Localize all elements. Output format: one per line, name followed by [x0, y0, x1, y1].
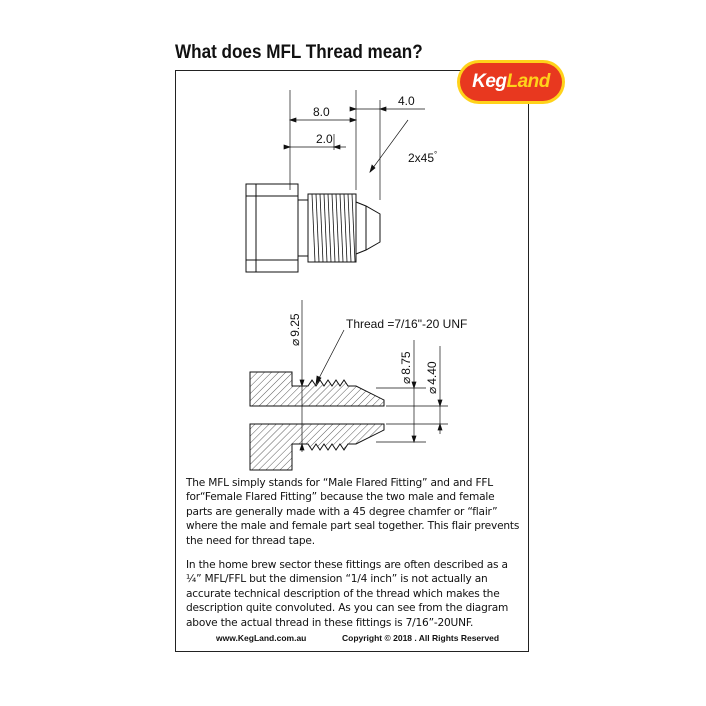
- dia-440-label: [425, 361, 439, 394]
- paragraph-mfl-definition: The MFL simply stands for “Male Flared Fitting” and and FFL for“Female Flared Fitting” because the two male and female parts are generally made with a 45 degree chamfer or “flair” where the male and female part seal together. This flair prevents the need for thread tape.: [186, 477, 520, 547]
- dia-925-value: 9.25: [288, 313, 302, 337]
- page-title: What does MFL Thread mean?: [175, 42, 423, 63]
- dia-symbol: ⌀: [425, 386, 439, 394]
- thread-ridge: [316, 194, 319, 262]
- dia-875-value: 8.75: [399, 351, 413, 375]
- section-view: [250, 372, 384, 470]
- svg-text:⌀8.75: [399, 351, 413, 384]
- thread-ridge: [328, 194, 331, 262]
- chamfer-value: 2x45: [408, 151, 435, 165]
- chamfer-label: 2x45°: [408, 150, 438, 165]
- dia-symbol: ⌀: [399, 376, 413, 384]
- thread-ridge: [324, 194, 327, 262]
- dia-440-value: 4.40: [425, 361, 439, 385]
- dim-2-label: 2.0: [316, 132, 333, 146]
- paragraph-thread-explanation: In the home brew sector these fittings are often described as a ¼” MFL/FFL but the dimension “1/4 inch” is not actually an accurate technical description of the thread which makes the description quite convoluted. As you can see from the diagram above the actual thread in these fittings is 7/16”-20UNF.: [186, 559, 509, 629]
- thread-ridge: [344, 194, 347, 262]
- side-view: [246, 184, 380, 272]
- hex-head-outline: [246, 184, 298, 272]
- thread-ridge: [352, 194, 355, 262]
- thread-ridge: [332, 194, 335, 262]
- dia-875-label: [399, 351, 413, 384]
- dia-symbol: ⌀: [288, 338, 302, 346]
- fitting-drawing: [176, 71, 528, 471]
- dia-925-label: [288, 313, 302, 346]
- thread-ridge: [336, 194, 339, 262]
- thread-ridge: [312, 194, 315, 262]
- dim-4-label: 4.0: [398, 94, 415, 108]
- svg-text:⌀9.25: [288, 313, 302, 346]
- footer-website: www.KegLand.com.au: [216, 633, 307, 643]
- thread-ridge: [320, 194, 323, 262]
- svg-text:⌀4.40: [425, 361, 439, 394]
- logo-text-part2: Land: [506, 71, 550, 92]
- thread-ridge: [340, 194, 343, 262]
- logo-text-part1: Keg: [472, 71, 507, 92]
- footer-copyright: Copyright © 2018 . All Rights Reserved: [342, 633, 500, 643]
- thread-lines: [312, 194, 355, 262]
- thread-label: Thread =7/16"-20 UNF: [346, 317, 468, 331]
- thread-ridge: [348, 194, 351, 262]
- dim-8-label: 8.0: [313, 105, 330, 119]
